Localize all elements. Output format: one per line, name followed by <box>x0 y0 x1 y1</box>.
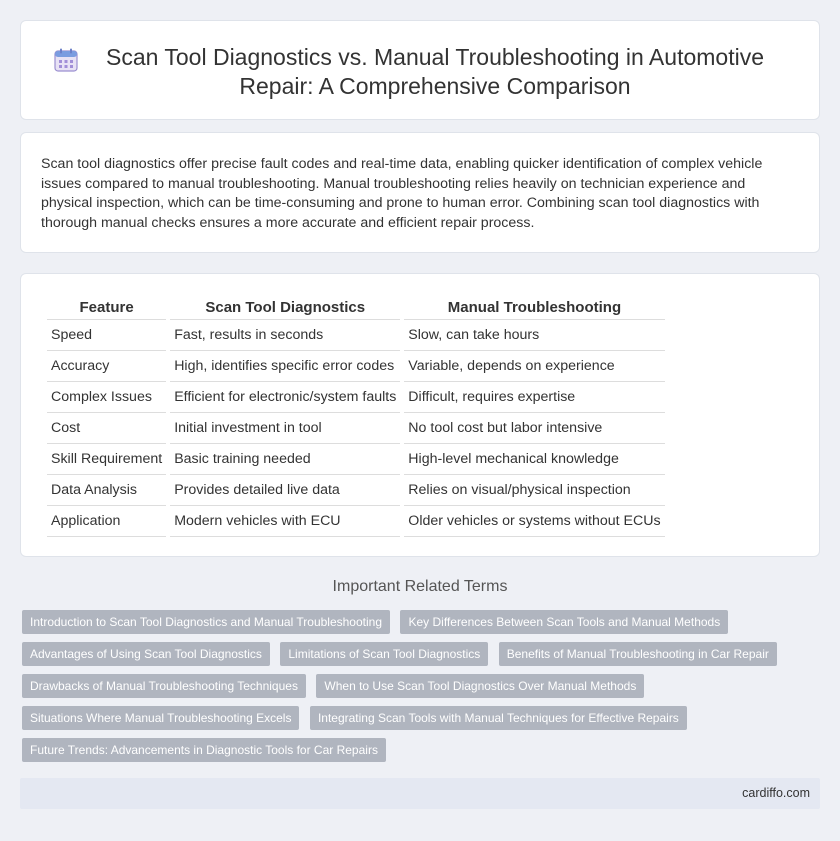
table-cell: Skill Requirement <box>47 444 166 475</box>
table-cell: Older vehicles or systems without ECUs <box>404 506 664 537</box>
related-term-tag[interactable]: Benefits of Manual Troubleshooting in Car Repair <box>499 642 777 666</box>
table-row <box>47 382 665 413</box>
table-row <box>47 320 665 351</box>
comparison-card <box>20 273 820 557</box>
related-term-tag[interactable]: Integrating Scan Tools with Manual Techniques for Effective Repairs <box>310 706 687 730</box>
table-row <box>47 506 665 537</box>
header-card <box>20 20 820 120</box>
table-cell: Complex Issues <box>47 382 166 413</box>
table-cell: Fast, results in seconds <box>170 320 400 351</box>
table-cell: Relies on visual/physical inspection <box>404 475 664 506</box>
table-cell: Application <box>47 506 166 537</box>
table-cell: Initial investment in tool <box>170 413 400 444</box>
table-row <box>47 351 665 382</box>
summary-card <box>20 132 820 253</box>
table-cell: High-level mechanical knowledge <box>404 444 664 475</box>
footer-site-link[interactable]: cardiffo.com <box>742 786 810 800</box>
table-cell: Accuracy <box>47 351 166 382</box>
table-row <box>47 413 665 444</box>
related-term-tag[interactable]: Future Trends: Advancements in Diagnostic Tools for Car Repairs <box>22 738 386 762</box>
summary-text: Scan tool diagnostics offer precise fault codes and real-time data, enabling quicker identification of complex vehicle issues compared to manual troubleshooting. Manual troubleshooting relies heavily on technician experience and physical inspection, which can be time-consuming and prone to human error. Combining scan tool diagnostics with thorough manual checks ensures a more accurate and efficient repair process. <box>41 156 763 231</box>
table-cell: No tool cost but labor intensive <box>404 413 664 444</box>
table-cell: Difficult, requires expertise <box>404 382 664 413</box>
related-term-tag[interactable]: Introduction to Scan Tool Diagnostics and Manual Troubleshooting <box>22 610 390 634</box>
footer <box>20 778 820 809</box>
column-header-manual: Manual Troubleshooting <box>404 296 664 320</box>
table-cell: Cost <box>47 413 166 444</box>
related-term-tag[interactable]: Limitations of Scan Tool Diagnostics <box>280 642 488 666</box>
related-term-tag[interactable]: When to Use Scan Tool Diagnostics Over Manual Methods <box>316 674 644 698</box>
table-cell: Provides detailed live data <box>170 475 400 506</box>
table-cell: Slow, can take hours <box>404 320 664 351</box>
related-term-tag[interactable]: Situations Where Manual Troubleshooting Excels <box>22 706 299 730</box>
page-title: Scan Tool Diagnostics vs. Manual Troubleshooting in Automotive Repair: A Comprehensive Comparison <box>105 44 764 99</box>
related-terms-heading: Important Related Terms <box>332 578 508 595</box>
calendar-icon <box>53 47 79 73</box>
table-cell: Variable, depends on experience <box>404 351 664 382</box>
table-cell: Modern vehicles with ECU <box>170 506 400 537</box>
table-row <box>47 444 665 475</box>
table-cell: Speed <box>47 320 166 351</box>
comparison-table <box>43 296 669 537</box>
table-cell: High, identifies specific error codes <box>170 351 400 382</box>
related-terms-list <box>22 610 812 770</box>
related-term-tag[interactable]: Advantages of Using Scan Tool Diagnostics <box>22 642 270 666</box>
table-cell: Efficient for electronic/system faults <box>170 382 400 413</box>
column-header-feature: Feature <box>47 296 166 320</box>
table-cell: Basic training needed <box>170 444 400 475</box>
related-term-tag[interactable]: Drawbacks of Manual Troubleshooting Techniques <box>22 674 306 698</box>
related-term-tag[interactable]: Key Differences Between Scan Tools and Manual Methods <box>400 610 728 634</box>
table-header-row <box>47 296 665 320</box>
column-header-scan-tool: Scan Tool Diagnostics <box>170 296 400 320</box>
table-cell: Data Analysis <box>47 475 166 506</box>
table-row <box>47 475 665 506</box>
